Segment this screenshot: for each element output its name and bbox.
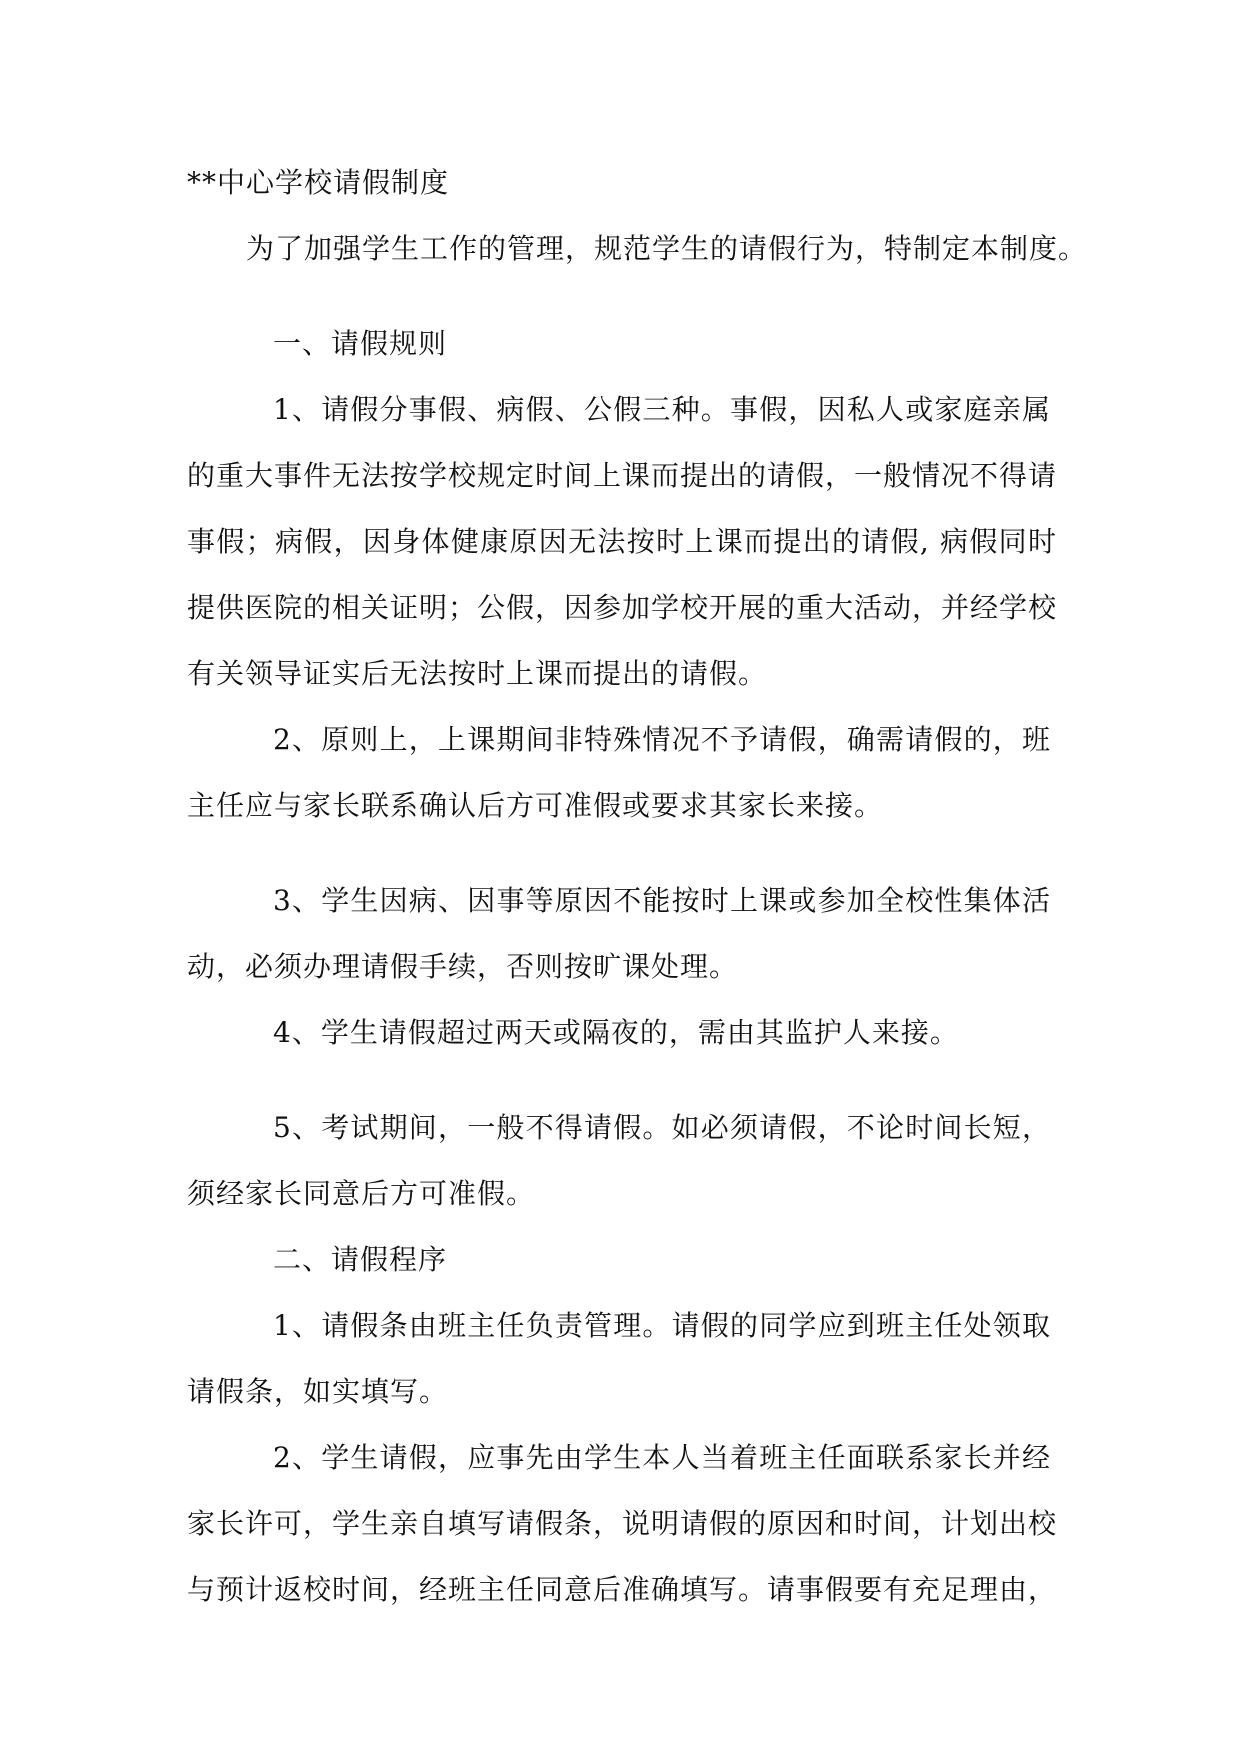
intro-paragraph: 为了加强学生工作的管理，规范学生的请假行为，特制定本制度。 (246, 232, 1088, 265)
procedure-1-line-1: 1、请假条由班主任负责管理。请假的同学应到班主任处领取 (273, 1309, 1051, 1342)
procedure-2-line-1: 2、学生请假，应事先由学生本人当着班主任面联系家长并经 (273, 1441, 1051, 1474)
rule-1-line-1: 1、请假分事假、病假、公假三种。事假，因私人或家庭亲属 (273, 393, 1051, 426)
procedure-1-line-2: 请假条，如实填写。 (187, 1375, 449, 1408)
rule-1-line-4: 提供医院的相关证明；公假，因参加学校开展的重大活动，并经学校 (187, 591, 1058, 624)
section-heading-leave-procedure: 二、请假程序 (273, 1243, 448, 1276)
procedure-2-line-2: 家长许可，学生亲自填写请假条，说明请假的原因和时间，计划出校 (187, 1507, 1058, 1540)
rule-2-line-2: 主任应与家长联系确认后方可准假或要求其家长来接。 (187, 789, 884, 822)
section-heading-leave-rules: 一、请假规则 (273, 327, 448, 360)
rule-5-line-2: 须经家长同意后方可准假。 (187, 1177, 536, 1210)
procedure-2-line-3: 与预计返校时间，经班主任同意后准确填写。请事假要有充足理由， (187, 1573, 1058, 1606)
rule-5-line-1: 5、考试期间，一般不得请假。如必须请假，不论时间长短， (273, 1111, 1051, 1144)
rule-3-line-1: 3、学生因病、因事等原因不能按时上课或参加全校性集体活 (273, 884, 1051, 917)
rule-1-line-3: 事假；病假，因身体健康原因无法按时上课而提出的请假, 病假同时 (187, 525, 1057, 558)
rule-2-line-1: 2、原则上，上课期间非特殊情况不予请假，确需请假的，班 (273, 723, 1051, 756)
rule-3-line-2: 动，必须办理请假手续，否则按旷课处理。 (187, 950, 739, 983)
rule-4-line-1: 4、学生请假超过两天或隔夜的，需由其监护人来接。 (273, 1016, 959, 1049)
document-title: **中心学校请假制度 (187, 166, 450, 199)
rule-1-line-5: 有关领导证实后无法按时上课而提出的请假。 (187, 657, 768, 690)
rule-1-line-2: 的重大事件无法按学校规定时间上课而提出的请假，一般情况不得请 (187, 459, 1058, 492)
